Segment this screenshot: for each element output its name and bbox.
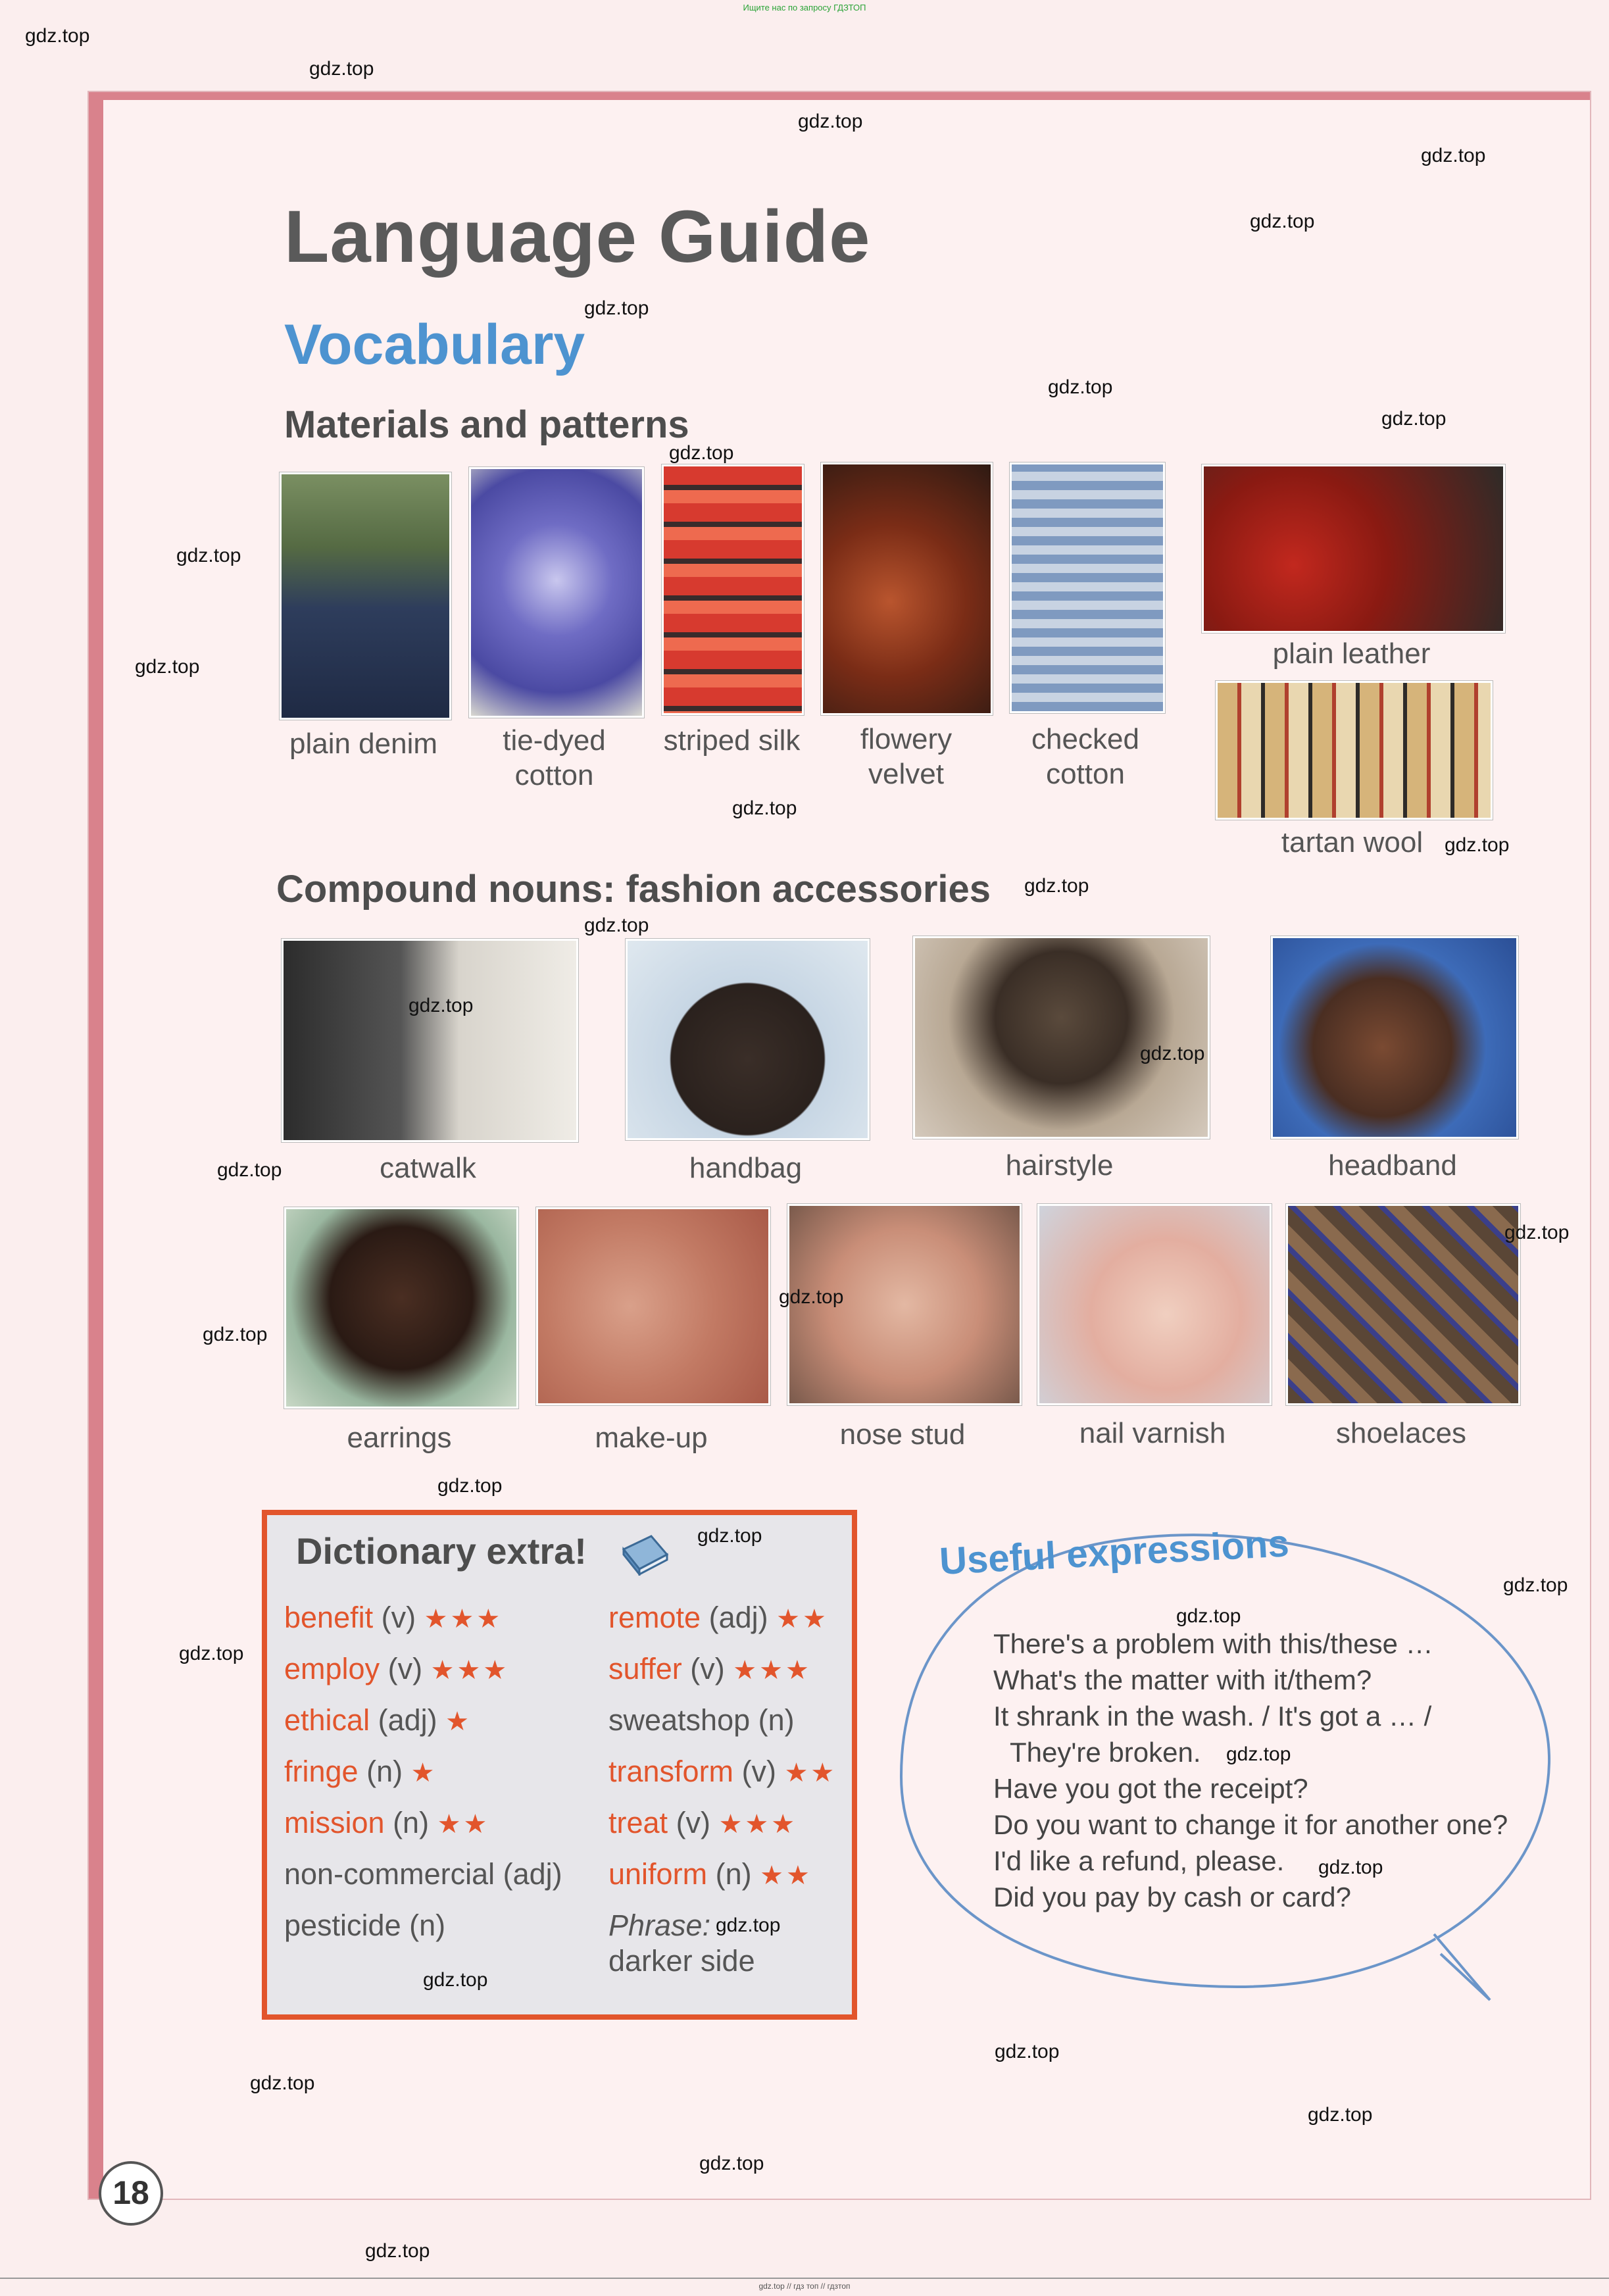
- expression-line: They're broken.: [1010, 1737, 1201, 1768]
- watermark-text: gdz.top: [1024, 875, 1089, 897]
- watermark-text: gdz.top: [1421, 145, 1486, 166]
- expression-line: Have you got the receipt?: [993, 1773, 1308, 1804]
- watermark-text: gdz.top: [798, 111, 863, 132]
- watermark-text: gdz.top: [697, 1525, 762, 1547]
- dictionary-phrase-label: Phrase:: [608, 1909, 711, 1942]
- headband-photo: [1271, 936, 1518, 1139]
- watermark-text: gdz.top: [716, 1914, 781, 1936]
- dictionary-entry: suffer (v) ★★★: [608, 1652, 812, 1685]
- flowery-velvet-photo: [821, 462, 993, 715]
- watermark-text: gdz.top: [25, 25, 90, 47]
- watermark-text: gdz.top: [135, 656, 200, 678]
- dictionary-entry: uniform (n) ★★: [608, 1857, 812, 1891]
- dictionary-entry: pesticide (n): [284, 1909, 446, 1942]
- shoelaces-photo: [1286, 1204, 1520, 1405]
- watermark-text: gdz.top: [1318, 1857, 1383, 1878]
- catwalk-photo: [282, 939, 578, 1142]
- dictionary-entry: sweatshop (n): [608, 1703, 795, 1737]
- top-banner-note: Ищите нас по запросу ГДЗТОП: [743, 3, 866, 12]
- watermark-text: gdz.top: [1503, 1574, 1568, 1596]
- dictionary-entry: remote (adj) ★★: [608, 1601, 829, 1634]
- accessory-caption: nail varnish: [1079, 1417, 1226, 1449]
- watermark-text: gdz.top: [1176, 1605, 1241, 1627]
- make-up-photo: [536, 1207, 770, 1405]
- expression-line: I'd like a refund, please.: [993, 1845, 1285, 1876]
- accessory-caption: handbag: [689, 1152, 803, 1184]
- expression-line: Do you want to change it for another one?: [993, 1809, 1508, 1840]
- dictionary-entry: benefit (v) ★★★: [284, 1601, 503, 1634]
- watermark-text: gdz.top: [408, 995, 474, 1016]
- watermark-text: gdz.top: [669, 442, 734, 464]
- watermark-text: gdz.top: [437, 1475, 503, 1497]
- dictionary-entry: non-commercial (adj): [284, 1857, 562, 1891]
- handbag-photo: [626, 939, 870, 1140]
- expression-line: Did you pay by cash or card?: [993, 1882, 1351, 1912]
- watermark-text: gdz.top: [584, 914, 649, 936]
- material-caption: flowery velvet: [860, 723, 953, 790]
- plain-leather-photo: [1202, 464, 1505, 633]
- material-caption: striped silk: [663, 724, 801, 757]
- dictionary-phrase: darker side: [608, 1944, 755, 1978]
- watermark-text: gdz.top: [1048, 376, 1113, 398]
- accessory-caption: headband: [1328, 1149, 1457, 1182]
- watermark-text: gdz.top: [779, 1286, 844, 1308]
- material-caption: tie-dyed cotton: [503, 724, 606, 791]
- page-number: 18: [99, 2161, 163, 2226]
- compound-nouns-heading: Compound nouns: fashion accessories: [276, 868, 991, 911]
- material-caption: checked cotton: [1031, 723, 1139, 790]
- hairstyle-photo: [913, 936, 1210, 1139]
- watermark-text: gdz.top: [250, 2072, 315, 2094]
- watermark-text: gdz.top: [179, 1643, 244, 1664]
- dictionary-entry: treat (v) ★★★: [608, 1806, 798, 1839]
- accessory-caption: catwalk: [380, 1152, 476, 1184]
- watermark-text: gdz.top: [1308, 2104, 1373, 2126]
- accessory-caption: nose stud: [839, 1418, 966, 1451]
- useful-expressions-title: Useful expressions: [938, 1522, 1291, 1584]
- expression-line: What's the matter with it/them?: [993, 1664, 1372, 1695]
- page-title: Language Guide: [284, 195, 871, 278]
- striped-silk-photo: [662, 464, 804, 715]
- earrings-photo: [284, 1207, 518, 1409]
- watermark-text: gdz.top: [995, 2041, 1060, 2062]
- dictionary-entry: fringe (n) ★: [284, 1755, 437, 1788]
- watermark-text: gdz.top: [365, 2240, 430, 2262]
- expression-line: There's a problem with this/these …: [993, 1628, 1433, 1659]
- watermark-text: gdz.top: [1504, 1222, 1570, 1243]
- watermark-text: gdz.top: [1226, 1743, 1291, 1765]
- accessory-caption: earrings: [347, 1422, 452, 1454]
- expression-line: It shrank in the wash. / It's got a … /: [993, 1701, 1432, 1732]
- material-caption: plain leather: [1272, 637, 1431, 670]
- plain-denim-photo: [280, 472, 451, 720]
- dictionary-title: Dictionary extra!: [296, 1530, 587, 1572]
- dictionary-entry: mission (n) ★★: [284, 1806, 490, 1839]
- checked-cotton-photo: [1010, 462, 1165, 713]
- watermark-text: gdz.top: [1445, 834, 1510, 856]
- accessory-caption: shoelaces: [1335, 1417, 1467, 1449]
- materials-heading: Materials and patterns: [284, 403, 689, 446]
- watermark-text: gdz.top: [1250, 211, 1315, 232]
- material-caption: plain denim: [289, 728, 438, 760]
- watermark-text: gdz.top: [584, 297, 649, 319]
- watermark-text: gdz.top: [176, 545, 241, 566]
- accessory-caption: make-up: [595, 1422, 708, 1454]
- watermark-text: gdz.top: [732, 797, 797, 819]
- accessory-caption: hairstyle: [1005, 1149, 1114, 1182]
- watermark-text: gdz.top: [1381, 408, 1447, 430]
- dictionary-entry: employ (v) ★★★: [284, 1652, 510, 1685]
- watermark-text: gdz.top: [1140, 1043, 1205, 1064]
- watermark-text: gdz.top: [423, 1969, 488, 1991]
- watermark-text: gdz.top: [217, 1159, 282, 1181]
- speech-bubble: [895, 1526, 1566, 2013]
- material-caption: tartan wool: [1281, 826, 1423, 859]
- footer-note: gdz.top // гдз топ // гдзтоп: [0, 2278, 1609, 2291]
- watermark-text: gdz.top: [309, 58, 374, 80]
- nail-varnish-photo: [1037, 1204, 1272, 1405]
- watermark-text: gdz.top: [203, 1324, 268, 1345]
- watermark-text: gdz.top: [699, 2153, 764, 2174]
- dictionary-entry: ethical (adj) ★: [284, 1703, 472, 1737]
- tartan-wool-photo: [1216, 681, 1493, 820]
- tie-dyed-cotton-photo: [469, 467, 644, 718]
- dictionary-entry: transform (v) ★★: [608, 1755, 837, 1788]
- section-title: Vocabulary: [284, 313, 585, 376]
- book-icon: [618, 1530, 671, 1576]
